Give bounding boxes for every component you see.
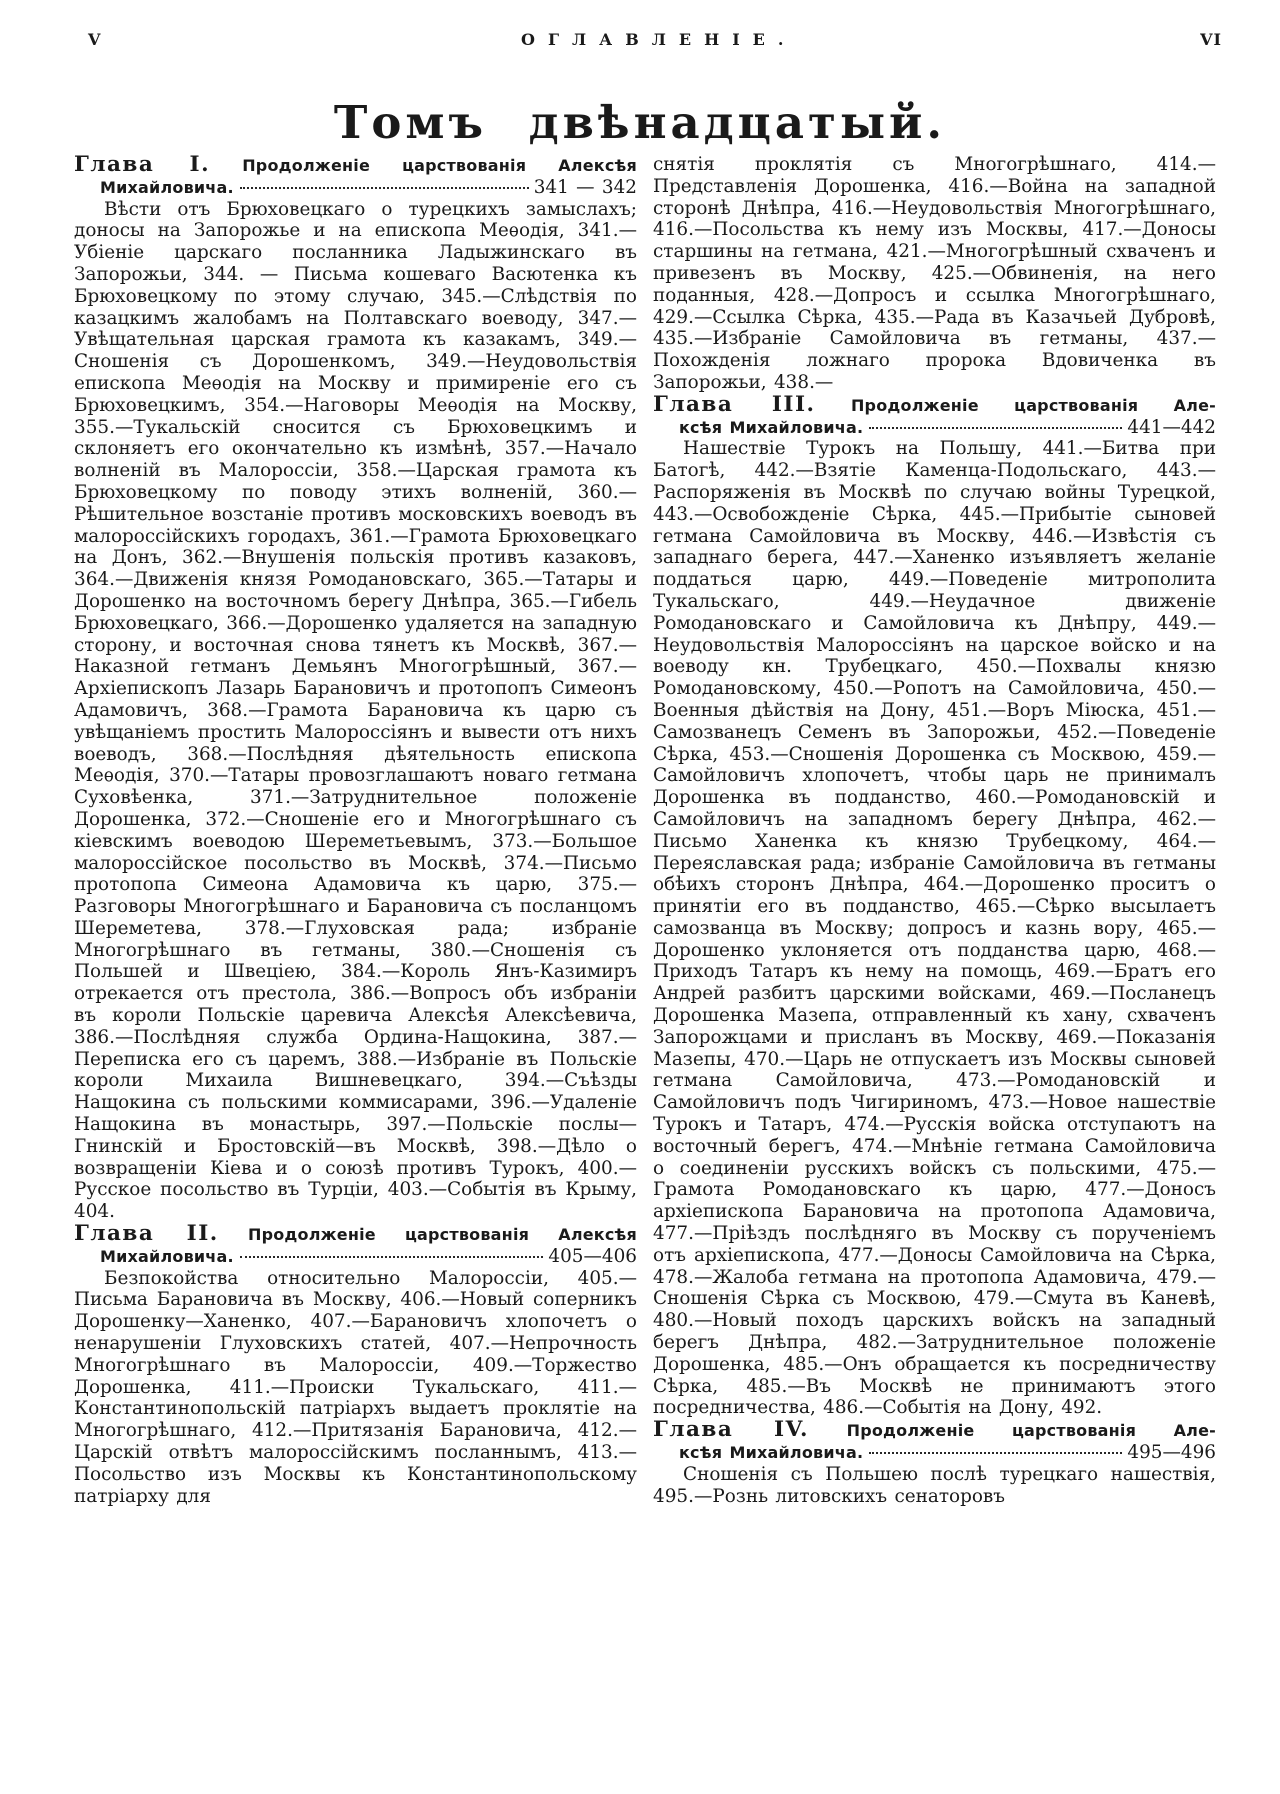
dot-leader xyxy=(869,427,1122,429)
chapter-1-heading-line2 xyxy=(74,177,637,199)
chapter-4-heading-line2 xyxy=(653,1442,1216,1464)
chapter-1-heading-line1 xyxy=(74,154,637,177)
dot-leader xyxy=(240,187,529,189)
running-head xyxy=(88,30,1222,49)
chapter-2-summary-left-part: Безпокойства относительно Малороссіи, 405.—Письма Барановича въ Москву, 406.—Новый соперникъ Дорошенку—Ханенко, 407.—Барановичъ хлопочетъ о ненарушеніи Глуховскихъ статей, 407.—Непрочность Многогрѣшнаго въ Малороссіи, 409.—Торжество Дорошенка, 411.—Происки Тукальскаго, 411.—Константинопольскій патріархъ выдаетъ проклятіе на Многогрѣшнаго, 412.—Притязанія Барановича, 412.—Царскій отвѣтъ малороссійскимъ посланнымъ, 413.—Посольство изъ Москвы къ Константинопольскому патріарху для xyxy=(74,1267,637,1507)
chapter-3-heading-line2 xyxy=(653,417,1216,439)
chapter-2-title-cont: Михайловича. xyxy=(100,1246,234,1266)
chapter-2-label: Глава II. xyxy=(74,1221,219,1247)
chapter-4-page-range: 495—496 xyxy=(1127,1442,1216,1464)
dot-leader xyxy=(240,1256,544,1258)
chapter-4-title: Продолженіе царствованія Але- xyxy=(846,1421,1216,1441)
chapter-1-heading xyxy=(74,154,637,199)
chapter-2-heading xyxy=(74,1223,637,1268)
left-folio-number: V xyxy=(88,30,102,49)
chapter-2-heading-line1 xyxy=(74,1223,637,1246)
chapter-1-label: Глава I. xyxy=(74,152,211,177)
chapter-2-title: Продолженіе царствованія Алексѣя xyxy=(248,1225,637,1245)
chapter-3-heading-line1 xyxy=(653,391,1216,417)
chapter-4-heading-line1 xyxy=(653,1419,1216,1442)
chapter-1-page-range: 341 — 342 xyxy=(533,176,637,198)
right-folio-number: VI xyxy=(1200,30,1222,49)
chapter-2-heading-line2 xyxy=(74,1246,637,1268)
chapter-3-summary: Нашествіе Турокъ на Польшу, 441.—Битва при Батогѣ, 442.—Взятіе Каменца-Подольскаго, 443.—Распоряженія въ Москвѣ по случаю войны Турецкой, 443.—Освобожденіе Сѣрка, 445.—Прибытіе сыновей гетмана Самойловича въ Москву, 446.—Извѣстія съ западнаго берега, 447.—Ханенко изъявляетъ желаніе поддаться царю, 449.—Поведеніе митрополита Тукальскаго, 449.—Неудачное движеніе Ромодановскаго и Самойловича къ Днѣпру, 449.—Неудовольствія Малороссіянъ на царское войско и на воеводу кн. Трубецкаго, 450.—Похвалы князю Ромодановскому, 450.—Ропотъ на Самойловича, 450.—Военныя дѣйствія на Дону, 451.—Воръ Міюска, 451.—Самозванецъ Семенъ въ Запорожьи, 452.—Поведеніе Сѣрка, 453.—Сношенія Дорошенка съ Москвою, 459.—Самойловичъ хлопочетъ, чтобы царь не принималъ Дорошенка въ подданство, 460.—Ромодановскій и Самойловичъ на западномъ берегу Днѣпра, 462.—Письмо Ханенка къ князю Трубецкому, 464.—Переяславская рада; избраніе Самойловича въ гетманы обѣихъ сторонъ Днѣпра, 464.—Дорошенко проситъ о принятіи его въ подданство, 465.—Сѣрко высылаетъ самозванца въ Москву; допросъ и казнь вору, 465.—Дорошенко уклоняется отъ подданства царю, 468.—Приходъ Татаръ къ нему на помощь, 469.—Братъ его Андрей разбитъ царскими войсками, 469.—Посланецъ Дорошенка Мазепа, отправленный къ хану, схваченъ Запорожцами и присланъ въ Москву, 469.—Показанія Мазепы, 470.—Царь не отпускаетъ изъ Москвы сыновей гетмана Самойловича, 473.—Ромодановскій и Самойловичъ подъ Чигириномъ, 473.—Новое нашествіе Турокъ и Татаръ, 474.—Русскія войска отступаютъ на восточный берегъ, 474.—Мнѣніе гетмана Самойловича о соединеніи русскихъ войскъ съ польскими, 475.—Грамота Ромодановскаго къ царю, 477.—Доносъ архіепископа Барановича на протопопа Адамовича, 477.—Пріѣздъ послѣдняго въ Москву съ порученіемъ отъ архіепископа, 477.—Доносы Самойловича на Сѣрка, 478.—Жалоба гетмана на протопопа Адамовича, 479.—Сношенія Сѣрка съ Москвою, 479.—Смута въ Каневѣ, 480.—Новый походъ царскихъ войскъ на западный берегъ Днѣпра, 482.—Затруднительное положеніе Дорошенка, 485.—Онъ обращается къ посредничеству Сѣрка, 485.—Въ Москвѣ не принимаютъ этого посредничества, 486.—Событія на Дону, 492. xyxy=(653,438,1216,1419)
chapter-3-page-range: 441—442 xyxy=(1127,416,1216,438)
volume-title: Томъ двѣнадцатый. xyxy=(333,96,947,149)
chapter-4-heading xyxy=(653,1419,1216,1464)
chapter-1-summary: Вѣсти отъ Брюховецкаго о турецкихъ замыслахъ; доносы на Запорожье и на епископа Меѳодія, 341.—Убіеніе царскаго посланника Ладыжинскаго въ Запорожьи, 344. — Письма кошеваго Васютенка къ Брюховецкому по этому случаю, 345.—Слѣдствія по казацкимъ жалобамъ на Полтавскаго воеводу, 347.—Увѣщательная царская грамота къ казакамъ, 349.—Сношенія съ Дорошенкомъ, 349.—Неудовольствія епископа Меѳодія на Москву и примиреніе его съ Брюховецкимъ, 354.—Наговоры Меѳодія на Москву, 355.—Тукальскій сносится съ Брюховецкимъ и склоняетъ его окончательно къ измѣнѣ, 357.—Начало волненій въ Малороссіи, 358.—Царская грамота къ Брюховецкому по поводу этихъ волненій, 360.—Рѣшительное возстаніе противъ московскихъ воеводъ въ малороссійскихъ городахъ, 361.—Грамота Брюховецкаго на Донъ, 362.—Внушенія польскія противъ казаковъ, 364.—Движенія князя Ромодановскаго, 365.—Татары и Дорошенко на восточномъ берегу Днѣпра, 365.—Гибель Брюховецкаго, 366.—Дорошенко удаляется на западную сторону, и восточная снова тянетъ къ Москвѣ, 367.—Наказной гетманъ Демьянъ Многогрѣшный, 367.—Архіепископъ Лазарь Барановичъ и протопопъ Симеонъ Адамовичъ, 368.—Грамота Барановича къ царю съ увѣщаніемъ простить Малороссіянъ и вывести отъ нихъ воеводъ, 368.—Послѣдняя дѣятельность епископа Меѳодія, 370.—Татары провозглашаютъ новаго гетмана Суховѣенка, 371.—Затруднительное положеніе Дорошенка, 372.—Сношеніе его и Многогрѣшнаго съ кіевскимъ воеводою Шереметьевымъ, 373.—Большое малороссійское посольство въ Москвѣ, 374.—Письмо протопопа Симеона Адамовича къ царю, 375.—Разговоры Многогрѣшнаго и Барановича съ посланцомъ Шереметева, 378.—Глуховская рада; избраніе Многогрѣшнаго въ гетманы, 380.—Сношенія съ Польшей и Швеціею, 384.—Король Янъ-Казимиръ отрекается отъ престола, 386.—Вопросъ объ избраніи въ короли Польскіе царевича Алексѣя Алексѣевича, 386.—Послѣдняя служба Ордина-Нащокина, 387.—Переписка его съ царемъ, 388.—Избраніе въ Польскіе короли Михаила Вишневецкаго, 394.—Съѣзды Нащокина съ польскими коммисарами, 396.—Удаленіе Нащокина въ монастырь, 397.—Польскіе послы—Гнинскій и Бростовскій—въ Москвѣ, 398.—Дѣло о возвращеніи Кіева и о союзѣ противъ Турокъ, 400.—Русское посольство въ Турціи, 403.—Событія въ Крыму, 404. xyxy=(74,198,638,1223)
chapter-2-summary-right-part: снятія проклятія съ Многогрѣшнаго, 414.—Представленія Дорошенка, 416.—Война на западной сторонѣ Днѣпра, 416.—Неудовольствія Многогрѣшнаго, 416.—Посольства къ нему изъ Москвы, 417.—Доносы старшины на гетмана, 421.—Многогрѣшный схваченъ и привезенъ въ Москву, 425.—Обвиненія, на него поданныя, 428.—Допросъ и ссылка Многогрѣшнаго, 429.—Ссылка Сѣрка, 435.—Рада въ Казачьей Дубровѣ, 435.—Избраніе Самойловича въ гетманы, 437.—Похожденія ложнаго пророка Вдовиченка въ Запорожьи, 438.— xyxy=(653,154,1216,393)
chapter-2-page-range: 405—406 xyxy=(548,1245,637,1267)
toc-columns xyxy=(74,154,1216,1507)
left-column xyxy=(74,154,637,1507)
chapter-3-heading xyxy=(653,391,1216,439)
chapter-3-title-cont: ксѣя Михайловича. xyxy=(679,417,864,437)
chapter-4-summary-start: Сношенія съ Польшею послѣ турецкаго нашествія, 495.—Рознь литовскихъ сенаторовъ xyxy=(653,1463,1216,1507)
dot-leader xyxy=(869,1452,1122,1454)
chapter-3-title: Продолженіе царствованія Але- xyxy=(850,395,1216,415)
chapter-1-title: Продолженіе царствованія Алексѣя xyxy=(242,156,637,175)
chapter-1-title-cont: Михайловича. xyxy=(100,177,234,197)
right-column xyxy=(653,154,1216,1507)
chapter-4-label: Глава IV. xyxy=(653,1417,810,1443)
running-head-title: ОГЛАВЛЕНІЕ. xyxy=(521,30,797,49)
chapter-4-title-cont: ксѣя Михайловича. xyxy=(679,1443,864,1463)
chapter-3-label: Глава III. xyxy=(653,391,816,417)
